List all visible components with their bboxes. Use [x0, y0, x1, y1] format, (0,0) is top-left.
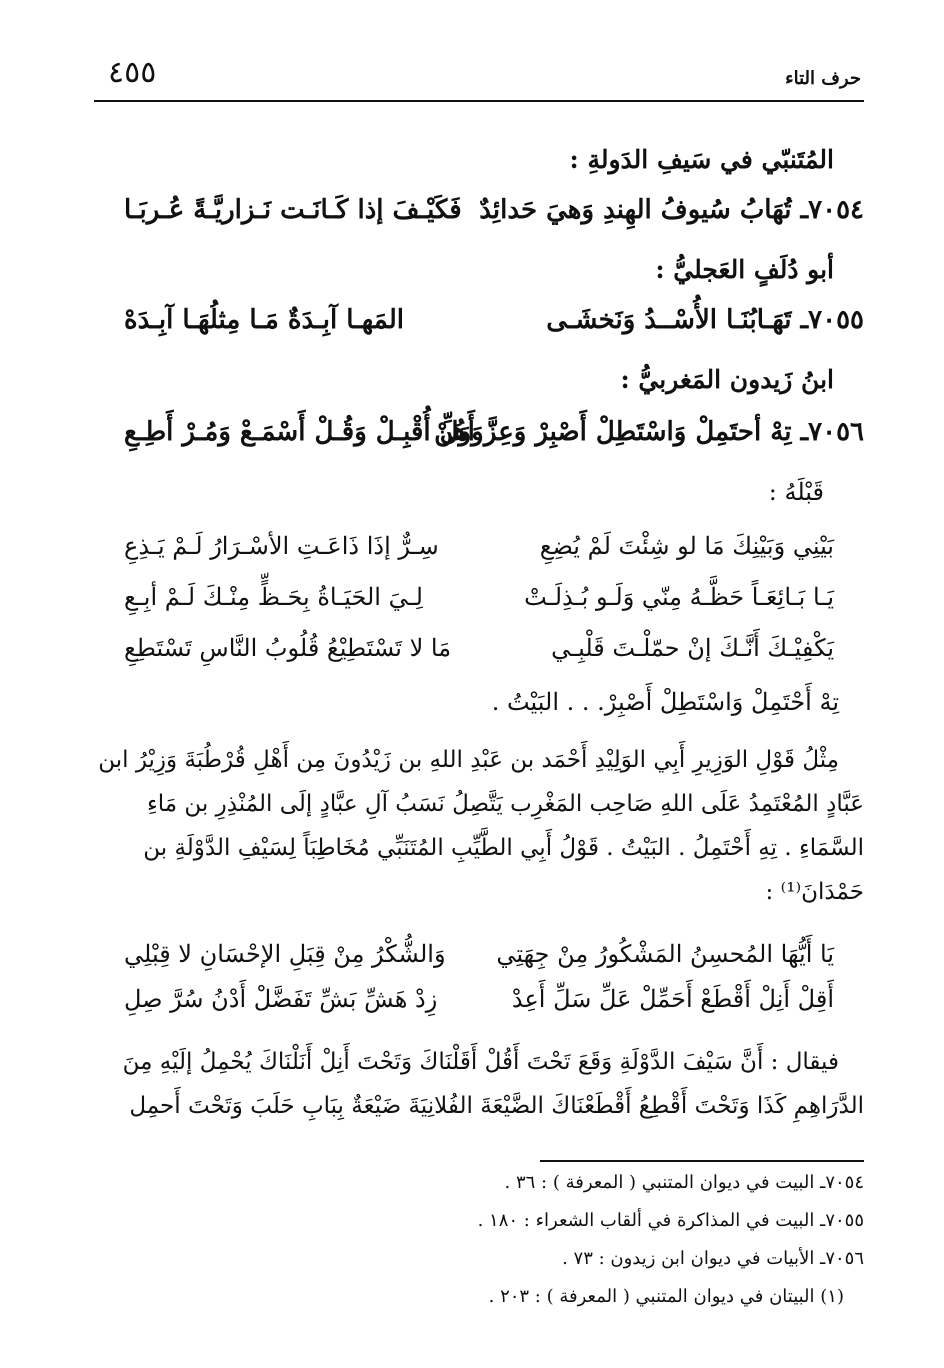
poem-left: لِـيَ الحَيَـاةُ بِحَـظٍّ مِنْـكَ لَـمْ أبِـعِ: [124, 583, 423, 611]
verse-right-hemistich: تِهْ أحتَمِلْ وَاسْتَطِلْ أَصْبِرْ وَعِزَّ أَهُنْ: [434, 417, 792, 447]
poem-right: يَكْفِيْـكَ أَنَّـكَ إنْ حمّلْـتَ قَلْبِـي: [551, 634, 834, 662]
verse-line: [94, 417, 864, 457]
verse-left-hemistich: المَهـا آبِـدَةٌ مَـا مِثلُهَـا آبِـدَهْ: [124, 305, 404, 335]
running-header-title: حرف التاء: [785, 68, 861, 89]
verse-line: [94, 195, 864, 235]
before-label: قَبْلَهُ :: [768, 478, 824, 506]
entry-intro: المُتَنبّي في سَيفِ الدَولةِ :: [569, 145, 834, 174]
poem-right: أَقِلْ أَنِلْ أَقْطَعْ أَحَمِّلْ عَلِّ سَلِّ أَعِدْ: [511, 985, 834, 1013]
poem-left: وَالشُّكْرُ مِنْ قِبَلِ الإحْسَانِ لا قِبْلِي: [124, 940, 446, 968]
prose-paragraph: [94, 1040, 864, 1128]
footnote-rule: [540, 1160, 864, 1162]
verse-right-hemistich: تَهَـابُنَـا الأُسْــدُ وَنَخشَـى: [546, 305, 792, 335]
prose-line: فيقال : أَنَّ سَيْفَ الدَّوْلَةِ وَقَعَ تَحْتَ أَقُلْ أَقَلْنَاكَ وَتَحْتَ أَنِلْ أَنَلْنَاكَ يُحْمِلُ إلَيْهِ مِنَ: [122, 1049, 839, 1075]
footnote: ٧٠٥٤ـ البيت في ديوان المتنبي ( المعرفة ) : ٣٦ .: [504, 1172, 864, 1193]
verse-number: ٧٠٥٦ـ: [800, 417, 864, 447]
header-rule: [94, 100, 864, 102]
footnote: ٧٠٥٦ـ الأبيات في ديوان ابن زيدون : ٧٣ .: [562, 1248, 864, 1269]
poem-left: سِـرٌّ إذَا ذَاعَـتِ الأسْـرَارُ لَـمْ يَـذِعِ: [124, 532, 439, 560]
entry-intro: أبو دُلَفٍ العَجليُّ :: [655, 255, 834, 284]
prose-paragraph: [94, 738, 864, 914]
verse-number: ٧٠٥٤ـ: [800, 195, 864, 225]
poem-left: مَا لا تَسْتَطِيْعُ قُلُوبُ النَّاسِ تَسْتَطِعِ: [124, 634, 452, 662]
footnote: (١) البيتان في ديوان المتنبي ( المعرفة ) : ٢٠٣ .: [488, 1286, 844, 1307]
prose-line: حَمْدَانَ⁽¹⁾ :: [765, 879, 864, 905]
after-poem-line: تِهْ أَحْتَمِلْ وَاسْتَطِلْ أَصْبِرْ. . . البَيْتُ .: [491, 688, 839, 716]
poem-left: زِدْ هَشِّ بَشِّ تَفَضَّلْ أَدْنُ سُرَّ صِلِ: [124, 985, 438, 1013]
prose-line: الدَّرَاهِمِ كَذَا وَتَحْتَ أَقْطِعُ أَقْطَعْنَاكَ الضَّيْعَةَ الفُلانِيَةَ ضَيْعَةٌ بِبَابِ حَلَبَ وَتَحْتَ أَحمِل: [129, 1093, 864, 1119]
verse-right-hemistich: تُهَابُ سُيوفُ الهِندِ وَهيَ حَدائِدٌ: [479, 195, 792, 225]
footnote: ٧٠٥٥ـ البيت في المذاكرة في ألقاب الشعراء : ١٨٠ .: [477, 1210, 864, 1231]
entry-intro: ابنُ زَيدون المَغربيُّ :: [620, 365, 834, 394]
poem-right: يَا أَيُّهَا المُحسِنُ المَشْكُورُ مِنْ جِهَتِي: [496, 940, 834, 968]
prose-line: مِثْلُ قَوْلِ الوَزِيرِ أَبِي الوَلِيْدِ أَحْمَد بن عَبْدِ اللهِ بن زَيْدُونَ مِن أَهْلِ قُرْطُبَةَ وَزِيْرُ ابن: [98, 747, 839, 773]
page-number: ٤٥٥: [108, 55, 157, 90]
verse-line: [94, 305, 864, 345]
poem-right: بَيْنِي وَبَيْنِكَ مَا لو شِئْتَ لَمْ يُضِعِ: [539, 532, 834, 560]
verse-left-hemistich: فَكَيْـفَ إذا كَـانَـت نَـزاريَّـةً عُـربَـا: [124, 195, 462, 225]
prose-line: السَّمَاءِ . تِهِ أَحْتَمِلُ . البَيْتُ . قَوْلُ أَبِي الطَّيِّبِ المُتَنَبِّي مُخَاطِبَاً لِسَيْفِ الدَّوْلَةِ بن: [143, 835, 864, 861]
prose-line: عَبَّادٍ المُعْتَمِدُ عَلَى اللهِ صَاحِب المَغْرِب يَتَّصِلُ نَسَبُ آلِ عبَّادٍ إلَى المُنْذِرِ بن مَاءِ: [146, 791, 864, 817]
poem-right: يَـا بَـائِعَـاً حَظَّـهُ مِنّي وَلَـو بُـذِلَـتْ: [524, 583, 834, 611]
verse-number: ٧٠٥٥ـ: [800, 305, 864, 335]
verse-left-hemistich: وَوَلِّ أُقْبِـلْ وَقُـلْ أَسْمَـعْ وَمُـرْ أَطِـعِ: [124, 417, 484, 447]
